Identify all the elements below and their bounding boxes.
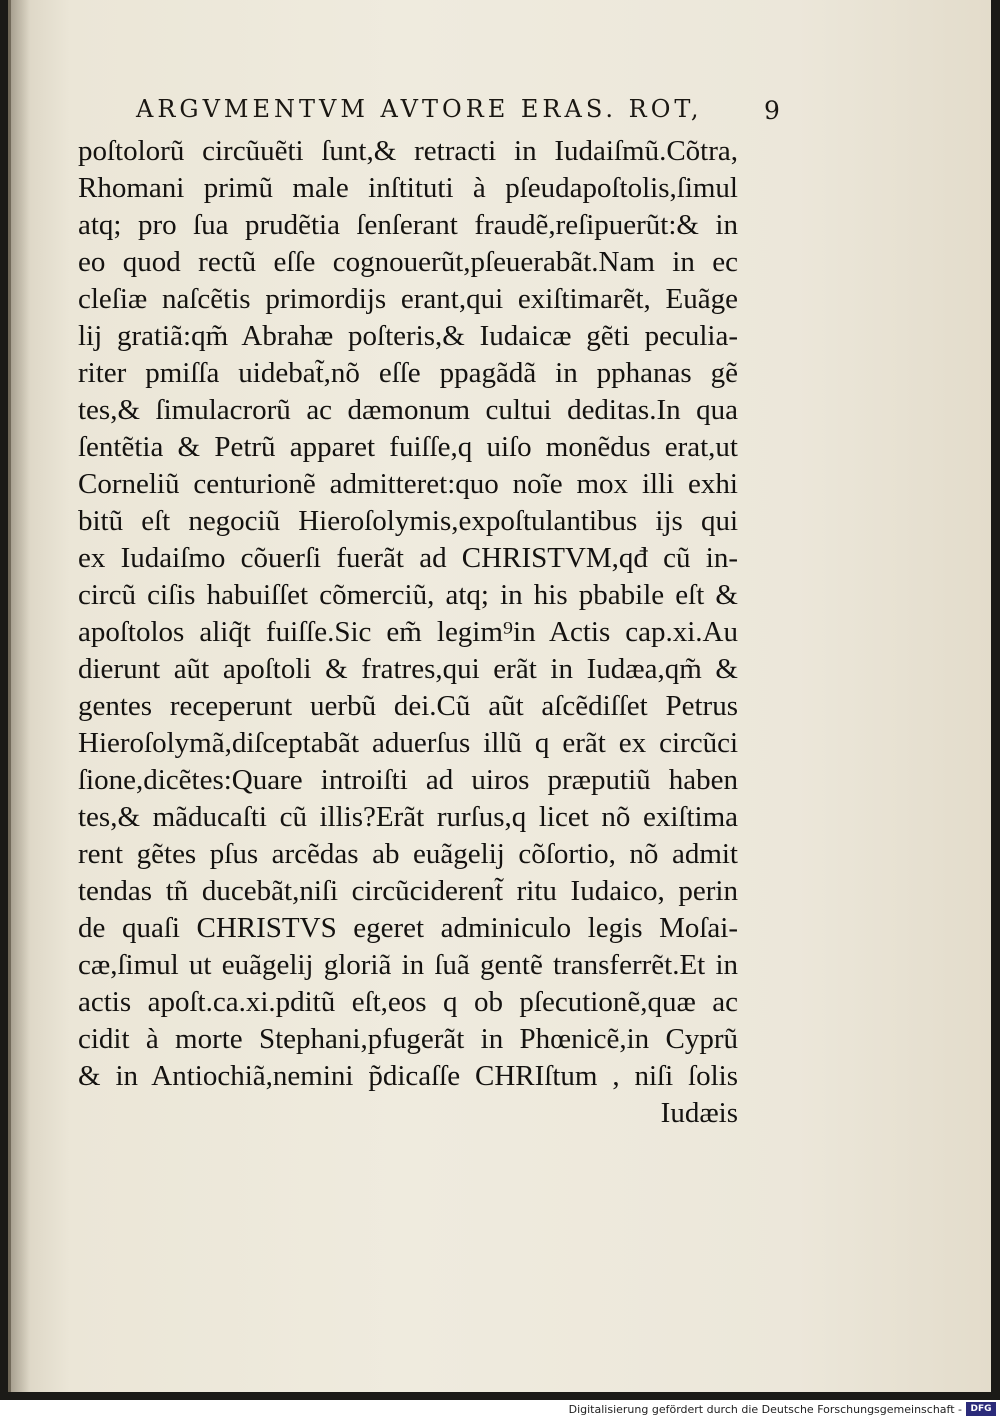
- text-line: ſione,dicẽtes:Quare introiſti ad uiros præputiũ haben: [78, 764, 738, 796]
- dfg-logo: DFG: [966, 1402, 996, 1416]
- text-line: ex Iudaiſmo cõuerſi fuerãt ad CHRISTVM,qđ cũ in-: [78, 542, 738, 574]
- catchword: Iudæis: [660, 1097, 738, 1129]
- text-line: ſentẽtia & Petrũ apparet fuiſſe,q uiſo monẽdus erat,ut: [78, 431, 738, 463]
- text-line: circũ ciſis habuiſſet cõmerciũ, atq; in his pbabile eſt &: [78, 579, 738, 611]
- running-head: ARGVMENTVM AVTORE ERAS. ROT,: [136, 95, 703, 123]
- text-line: Corneliũ centurionẽ admitteret:quo noĩe mox illi exhi: [78, 468, 738, 500]
- text-line: tes,& mãducaſti cũ illis?Erãt rurſus,q licet nõ exiſtima: [78, 801, 738, 833]
- text-line: riter pmiſſa uidebat̃,nõ eſſe ppagãdã in pphanas gẽ: [78, 357, 738, 389]
- text-line: Hieroſolymã,diſceptabãt aduerſus illũ q erãt ex circũci: [78, 727, 738, 759]
- text-line: & in Antiochiã,nemini p̃dicaſſe CHRIſtum , niſi ſolis: [78, 1060, 738, 1092]
- text-line: cidit à morte Stephani,pfugerãt in Phœnicẽ,in Cyprũ: [78, 1023, 738, 1055]
- text-line: dierunt aũt apoſtoli & fratres,qui erãt in Iudæa,qm̃ &: [78, 653, 738, 685]
- text-line: tes,& ſimulacrorũ ac dæmonum cultui deditas.In qua: [78, 394, 738, 426]
- text-line: poſtolorũ circũuẽti ſunt,& retracti in Iudaiſmũ.Cõtra,: [78, 135, 738, 167]
- text-line: gentes receperunt uerbũ dei.Cũ aũt aſcẽdiſſet Petrus: [78, 690, 738, 722]
- text-line: atq; pro ſua prudẽtia ſenſerant fraudẽ,reſipuerũt:& in: [78, 209, 738, 241]
- gutter-shadow: [8, 0, 30, 1392]
- text-line: rent gẽtes pſus arcẽdas ab euãgelij cõſortio, nõ admit: [78, 838, 738, 870]
- text-block: [78, 133, 738, 1132]
- text-line: cleſiæ naſcẽtis primordijs erant,qui exiſtimarẽt, Euãge: [78, 283, 738, 315]
- text-line: lij gratiã:qm̃ Abrahæ poſteris,& Iudaicæ gẽti peculia-: [78, 320, 738, 352]
- page-number: 9: [764, 96, 780, 125]
- digitization-credit: Digitalisierung gefördert durch die Deutsche Forschungsgemeinschaft -: [568, 1403, 962, 1416]
- text-line: apoſtolos aliq̃t fuiſſe.Sic em̃ legim⁹in Actis cap.xi.Au: [78, 616, 738, 648]
- text-line: bitũ eſt negociũ Hieroſolymis,expoſtulantibus ijs qui: [78, 505, 738, 537]
- text-line: de quaſi CHRISTVS egeret adminiculo legis Moſai-: [78, 912, 738, 944]
- text-line: tendas tñ ducebãt,niſi circũciderent̃ ritu Iudaico, perin: [78, 875, 738, 907]
- text-line: eo quod rectũ eſſe cognouerũt,pſeuerabãt.Nam in ec: [78, 246, 738, 278]
- text-line: cæ,ſimul ut euãgelij gloriã in ſuã gentẽ transferrẽt.Et in: [78, 949, 738, 981]
- text-line: Rhomani primũ male inſtituti à pſeudapoſtolis,ſimul: [78, 172, 738, 204]
- text-line: actis apoſt.ca.xi.pditũ eſt,eos q ob pſecutionẽ,quæ ac: [78, 986, 738, 1018]
